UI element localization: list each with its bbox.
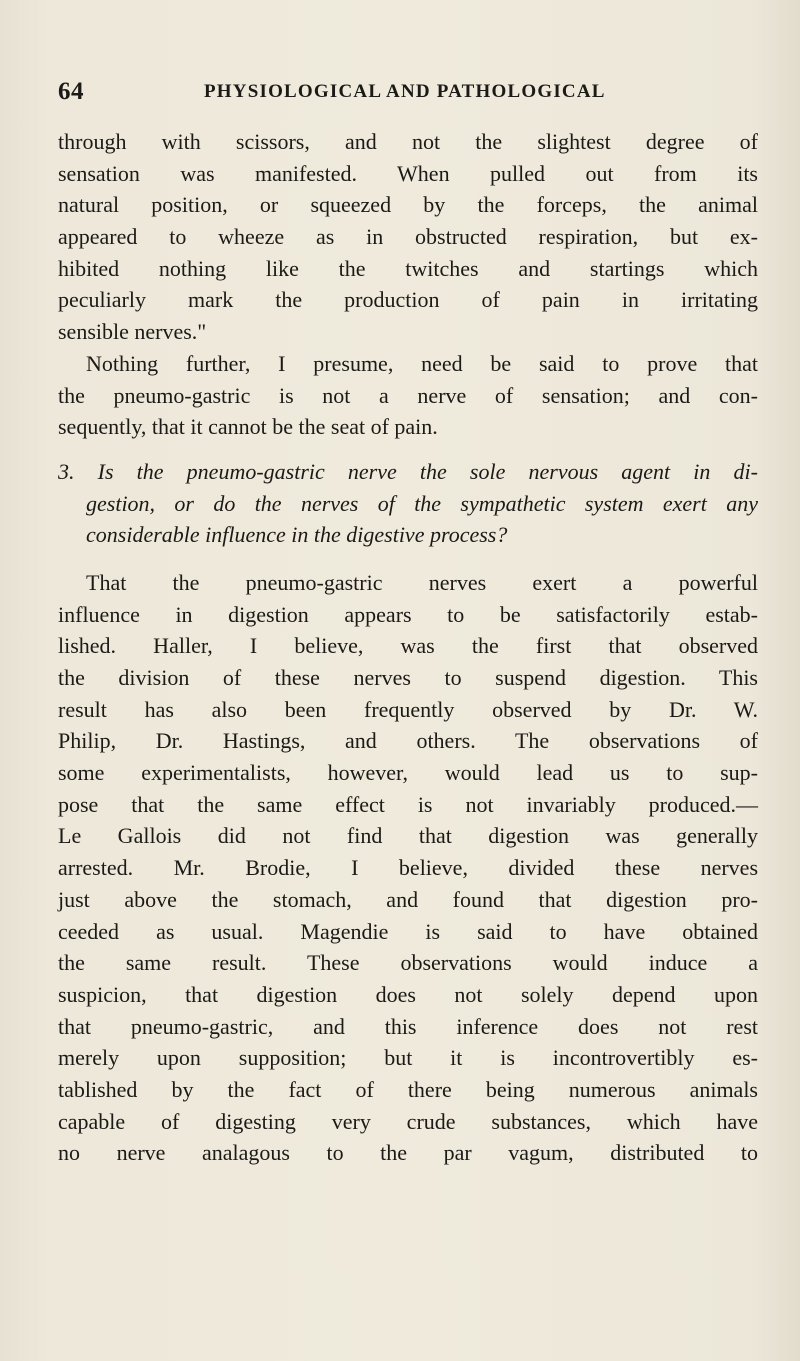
text-line: that pneumo-gastric, and this inference does not rest — [58, 1013, 758, 1039]
page-header — [58, 78, 758, 114]
paragraph-digestion — [58, 567, 758, 1169]
text-line: merely upon supposition; but it is incontrovertibly es- — [58, 1045, 758, 1071]
text-line: lished. Haller, I believe, was the first that observed — [58, 633, 758, 659]
text-line: ceeded as usual. Magendie is said to have obtained — [58, 918, 758, 944]
text-line: Philip, Dr. Hastings, and others. The observations of — [58, 728, 758, 754]
text-line: sensation was manifested. When pulled out from its — [58, 160, 758, 186]
text-line: gestion, or do the nerves of the sympathetic system exert any — [86, 490, 758, 516]
paragraph-continued — [58, 126, 758, 348]
text-line: the pneumo-gastric is not a nerve of sensation; and con- — [58, 382, 758, 408]
text-line: suspicion, that digestion does not solely depend upon — [58, 981, 758, 1007]
text-line: tablished by the fact of there being numerous animals — [58, 1076, 758, 1102]
text-line: no nerve analagous to the par vagum, distributed to — [58, 1140, 758, 1166]
text-line: the same result. These observations would induce a — [58, 950, 758, 976]
text-line: influence in digestion appears to be satisfactorily estab- — [58, 601, 758, 627]
spacer — [58, 443, 758, 456]
text-line: capable of digesting very crude substances, which have — [58, 1108, 758, 1134]
text-line: Le Gallois did not find that digestion was generally — [58, 823, 758, 849]
text-line: Nothing further, I presume, need be said to prove that — [86, 350, 758, 376]
text-line: considerable influence in the digestive process? — [86, 522, 508, 548]
spacer — [58, 551, 758, 567]
text-line: some experimentalists, however, would lead us to sup- — [58, 760, 758, 786]
text-line: result has also been frequently observed by Dr. W. — [58, 696, 758, 722]
running-head: PHYSIOLOGICAL AND PATHOLOGICAL — [204, 81, 606, 102]
paragraph-conclusion — [58, 348, 758, 443]
text-line: appeared to wheeze as in obstructed respiration, but ex- — [58, 224, 758, 250]
text-line: the division of these nerves to suspend digestion. This — [58, 665, 758, 690]
page-number: 64 — [58, 78, 84, 105]
text-line: through with scissors, and not the slightest degree of — [58, 129, 758, 154]
question-heading — [58, 456, 758, 551]
text-line: peculiarly mark the production of pain in irritating — [58, 287, 758, 313]
text-line: just above the stomach, and found that digestion pro- — [58, 886, 758, 912]
text-line: pose that the same effect is not invariably produced.— — [58, 791, 758, 817]
text-line: That the pneumo-gastric nerves exert a powerful — [86, 569, 758, 595]
body-text — [58, 126, 758, 1169]
text-line: hibited nothing like the twitches and startings which — [58, 255, 758, 281]
text-line: arrested. Mr. Brodie, I believe, divided these nerves — [58, 855, 758, 881]
text-line: natural position, or squeezed by the forceps, the animal — [58, 192, 758, 218]
text-line: sequently, that it cannot be the seat of pain. — [58, 414, 438, 440]
text-line: 3. Is the pneumo-gastric nerve the sole nervous agent in di- — [58, 458, 758, 484]
text-line: sensible nerves." — [58, 319, 207, 345]
